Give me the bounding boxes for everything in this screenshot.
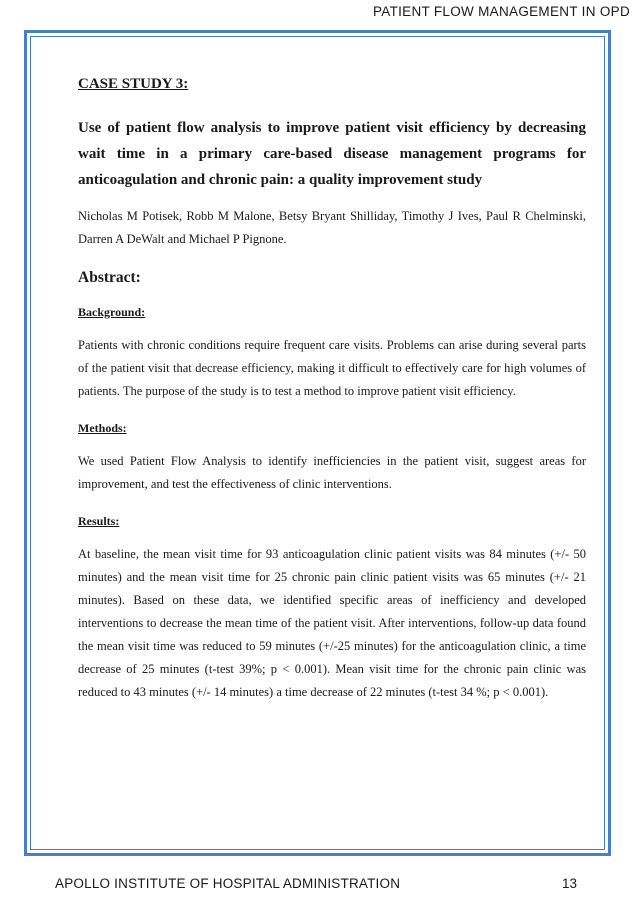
results-heading: Results: (78, 514, 120, 528)
abstract-heading: Abstract: (78, 269, 141, 286)
author-list: Nicholas M Potisek, Robb M Malone, Betsy Bryant Shilliday, Timothy J Ives, Paul R Chelminski, Darren A DeWalt and Michael P Pignone. (78, 209, 586, 246)
background-heading: Background: (78, 305, 146, 319)
page-number: 13 (562, 876, 578, 891)
footer-institute: APOLLO INSTITUTE OF HOSPITAL ADMINISTRATION (55, 876, 401, 891)
methods-heading: Methods: (78, 421, 127, 435)
article-title: Use of patient flow analysis to improve patient visit efficiency by decreasing wait time in a primary care-based disease management programs for anticoagulation and chronic pain: a quality improvement study (78, 120, 586, 188)
methods-paragraph: We used Patient Flow Analysis to identify inefficiencies in the patient visit, suggest areas for improvement, and test the effectiveness of clinic interventions. (78, 454, 586, 491)
results-paragraph: At baseline, the mean visit time for 93 anticoagulation clinic patient visits was 84 minutes (+/- 50 minutes) and the mean visit time for 25 chronic pain clinic patient visits was 65 minutes (+/- 21 minutes). Based on these data, we identified specific areas of inefficiency and developed interventions to decrease the mean time of the patient visit. After interventions, follow-up data found the mean visit time was reduced to 59 minutes (+/-25 minutes) for the anticoagulation clinic, a time decrease of 25 minutes (t-test 39%; p < 0.001). Mean visit time for the chronic pain clinic was reduced to 43 minutes (+/- 14 minutes) a time decrease of 22 minutes (t-test 34 %; p < 0.001). (78, 547, 586, 699)
case-study-label: CASE STUDY 3: (78, 76, 189, 92)
background-paragraph: Patients with chronic conditions require frequent care visits. Problems can arise during several parts of the patient visit that decrease efficiency, making it difficult to effectively care for high volumes of patients. The purpose of the study is to test a method to improve patient visit efficiency. (78, 338, 586, 398)
running-header: PATIENT FLOW MANAGEMENT IN OPD (372, 4, 630, 19)
document-body (78, 70, 586, 704)
